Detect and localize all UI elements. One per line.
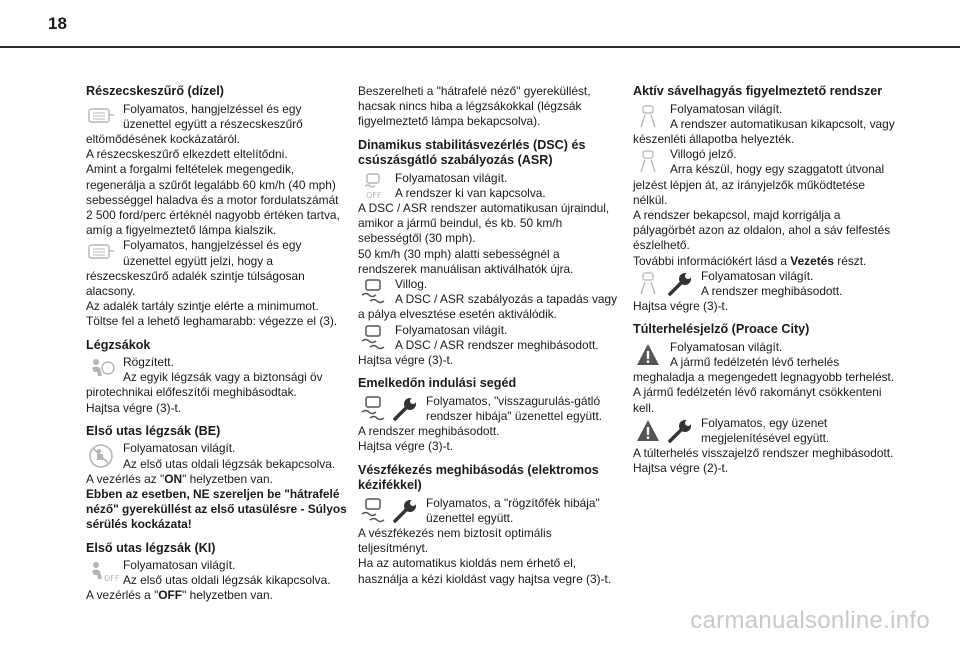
wrench-icon (391, 497, 419, 525)
overload-icon (633, 417, 663, 445)
svg-text:OFF: OFF (366, 190, 382, 200)
column-3 (633, 84, 895, 477)
text: Az első utas oldali légzsák kikapcsolva. (123, 573, 331, 588)
text: A vezérlés a "OFF" helyzetben van. (86, 588, 273, 603)
text: Folyamatosan világít. (670, 339, 783, 354)
wrench-icon (666, 270, 694, 298)
text: Folyamatosan világít. (123, 558, 236, 573)
text: Folyamatos, egy üzenet megjelenítésével együtt. (701, 415, 830, 446)
overload-fault-icons (633, 417, 694, 445)
section-title-overload: Túlterhelésjelző (Proace City) (633, 322, 810, 337)
text: A rendszer bekapcsol, majd korrigálja a pályagörbét azon az oldalon, ahol a sáv felfestés észlelhető. (633, 207, 891, 253)
text: A rendszer meghibásodott. (358, 424, 500, 439)
text: Folyamatos, hangjelzéssel és egy üzenettel együtt jelzi, hogy a részecskeszűrő adalék szintje túlságosan alacsony. (86, 238, 305, 298)
lane-departure-icon (633, 103, 663, 131)
header-rule (0, 46, 960, 48)
wrench-icon (391, 395, 419, 423)
text: Ha az automatikus kioldás nem érhető el, használja a kézi kioldást vagy hajtsa vegre (3)-t. (358, 556, 612, 586)
text: A jármű fedélzetén lévő terhelés meghaladja a megengedett legnagyobb terhelést. (633, 355, 895, 385)
particle-filter-icon (86, 103, 116, 131)
text: Rögzített. (123, 355, 174, 370)
text: 50 km/h (30 mph) alatti sebességnél a rendszerek manuálisan aktiválhatók újra. (358, 246, 574, 276)
dsc-off-icon (358, 172, 388, 200)
section-title-hill-start: Emelkedőn indulási segéd (358, 376, 517, 391)
text: Hajtsa végre (3)-t. (633, 299, 729, 314)
text: Az adalék tartály szintje elérte a minimumot. (86, 299, 319, 314)
text: A DSC / ASR szabályozás a tapadás vagy a pálya elvesztése esetén aktiválódik. (358, 292, 618, 322)
text: Folyamatos, hangjelzéssel és egy üzenettel együtt a részecskeszűrő eltömődésének kockázatáról. (86, 101, 303, 146)
text: Folyamatos, a "rögzítőfék hibája" üzenettel együtt. (426, 495, 600, 525)
text: Amint a forgalmi feltételek megengedik, regenerálja a szűrőt legalább 60 km/h (40 mph) sebességgel haladva és a motor fordulatszámát 2 500 ford/perc értéknél nagyobb értéken tartva, amíg a figyelmeztető lámpa kialszik. (86, 162, 340, 238)
text: Folyamatosan világít. (395, 170, 508, 185)
text: Folyamatos, "visszagurulás-gátló rendszer hibája" üzenettel együtt. (426, 393, 603, 423)
emergency-braking-icons (358, 497, 419, 525)
text: Az első utas oldali légzsák bekapcsolva. (123, 456, 336, 471)
column-1 (86, 84, 348, 604)
text: Villog. (395, 277, 428, 292)
section-title-airbags: Légzsákok (86, 337, 151, 352)
text: Hajtsa végre (3)-t. (86, 400, 182, 415)
section-title-emergency-braking: Vészfékezés meghibásodás (elektromos kézifékkel) (358, 462, 599, 493)
text: Arra készül, hogy egy szaggatott útvonal jelzést lépjen át, az irányjelzők működtetése nélkül. (633, 162, 885, 207)
text: A részecskeszűrő elkezdett eltelítődni. (86, 147, 288, 162)
text: Az egyik légzsák vagy a biztonsági öv pirotechnikai előfeszítői meghibásodtak. (86, 370, 323, 400)
text: A túlterhelés visszajelző rendszer meghibásodott. (633, 446, 894, 461)
section-title-particle-filter: Részecskeszűrő (dízel) (86, 84, 224, 98)
text: A DSC / ASR rendszer meghibásodott. (395, 337, 599, 352)
section-title-dsc-asr: Dinamikus stabilitásvezérlés (DSC) és csúszásgátló szabályozás (ASR) (358, 137, 586, 168)
text: Töltse fel a lehető leghamarabb: végezze el (3). (86, 314, 338, 329)
text: A vezérlés az "ON" helyzetben van. (86, 471, 273, 486)
warning-text: Ebben az esetben, NE szereljen be "hátrafelé néző" gyereküllést az első utasülésre - Súlyos sérülés kockázata! (86, 486, 347, 532)
page-number: 18 (48, 14, 67, 33)
dsc-icon (358, 278, 388, 306)
passenger-airbag-on-icon (86, 442, 116, 470)
svg-text:OFF: OFF (104, 574, 120, 584)
text: Hajtsa végre (3)-t. (358, 439, 454, 454)
text: Hajtsa végre (2)-t. (633, 461, 729, 476)
text: A DSC / ASR rendszer automatikusan újraindul, amikor a jármű beindul, és kb. 50 km/h sebességtől (30 mph). (358, 201, 610, 246)
section-title-lane-assist: Aktív sávelhagyás figyelmeztető rendszer (633, 84, 883, 98)
dsc-icon (358, 324, 388, 352)
text: A rendszer automatikusan kikapcsolt, vagy készenléti állapotba helyezték. (633, 116, 895, 146)
lane-departure-icon (633, 270, 663, 298)
text: Folyamatosan világít. (123, 441, 236, 456)
text: Beszerelheti a "hátrafelé néző" gyereküllést, hacsak nincs hiba a légzsákokkal (légzsák figyelmeztető lámpa bekapcsolva). (358, 84, 591, 129)
text: Folyamatosan világít. (701, 268, 814, 283)
text: További információkért lásd a Vezetés részt. (633, 253, 867, 268)
lane-departure-icon (633, 148, 663, 176)
passenger-airbag-off-icon (86, 559, 120, 587)
overload-icon (633, 341, 663, 369)
text: Hajtsa végre (3)-t. (358, 353, 454, 368)
watermark: carmanualsonline.info (690, 607, 930, 634)
wrench-icon (666, 417, 694, 445)
text: A rendszer meghibásodott. (701, 283, 843, 298)
airbag-icon (86, 356, 116, 384)
section-title-passenger-airbag-off: Első utas légzsák (KI) (86, 540, 216, 555)
dsc-icon (358, 497, 388, 525)
text: Folyamatosan világít. (670, 101, 783, 116)
dsc-icon (358, 395, 388, 423)
lane-fault-icons (633, 270, 694, 298)
text: A vészfékezés nem biztosít optimális teljesítményt. (358, 525, 552, 556)
hill-start-icons (358, 395, 419, 423)
column-2 (358, 84, 620, 587)
text: Villogó jelző. (670, 147, 737, 162)
particle-filter-icon (86, 239, 116, 267)
text: A jármű fedélzetén lévő rakományt csökkenteni kell. (633, 385, 882, 415)
text: A rendszer ki van kapcsolva. (395, 185, 546, 200)
text: Folyamatosan világít. (395, 322, 508, 337)
section-title-passenger-airbag-on: Első utas légzsák (BE) (86, 423, 221, 438)
